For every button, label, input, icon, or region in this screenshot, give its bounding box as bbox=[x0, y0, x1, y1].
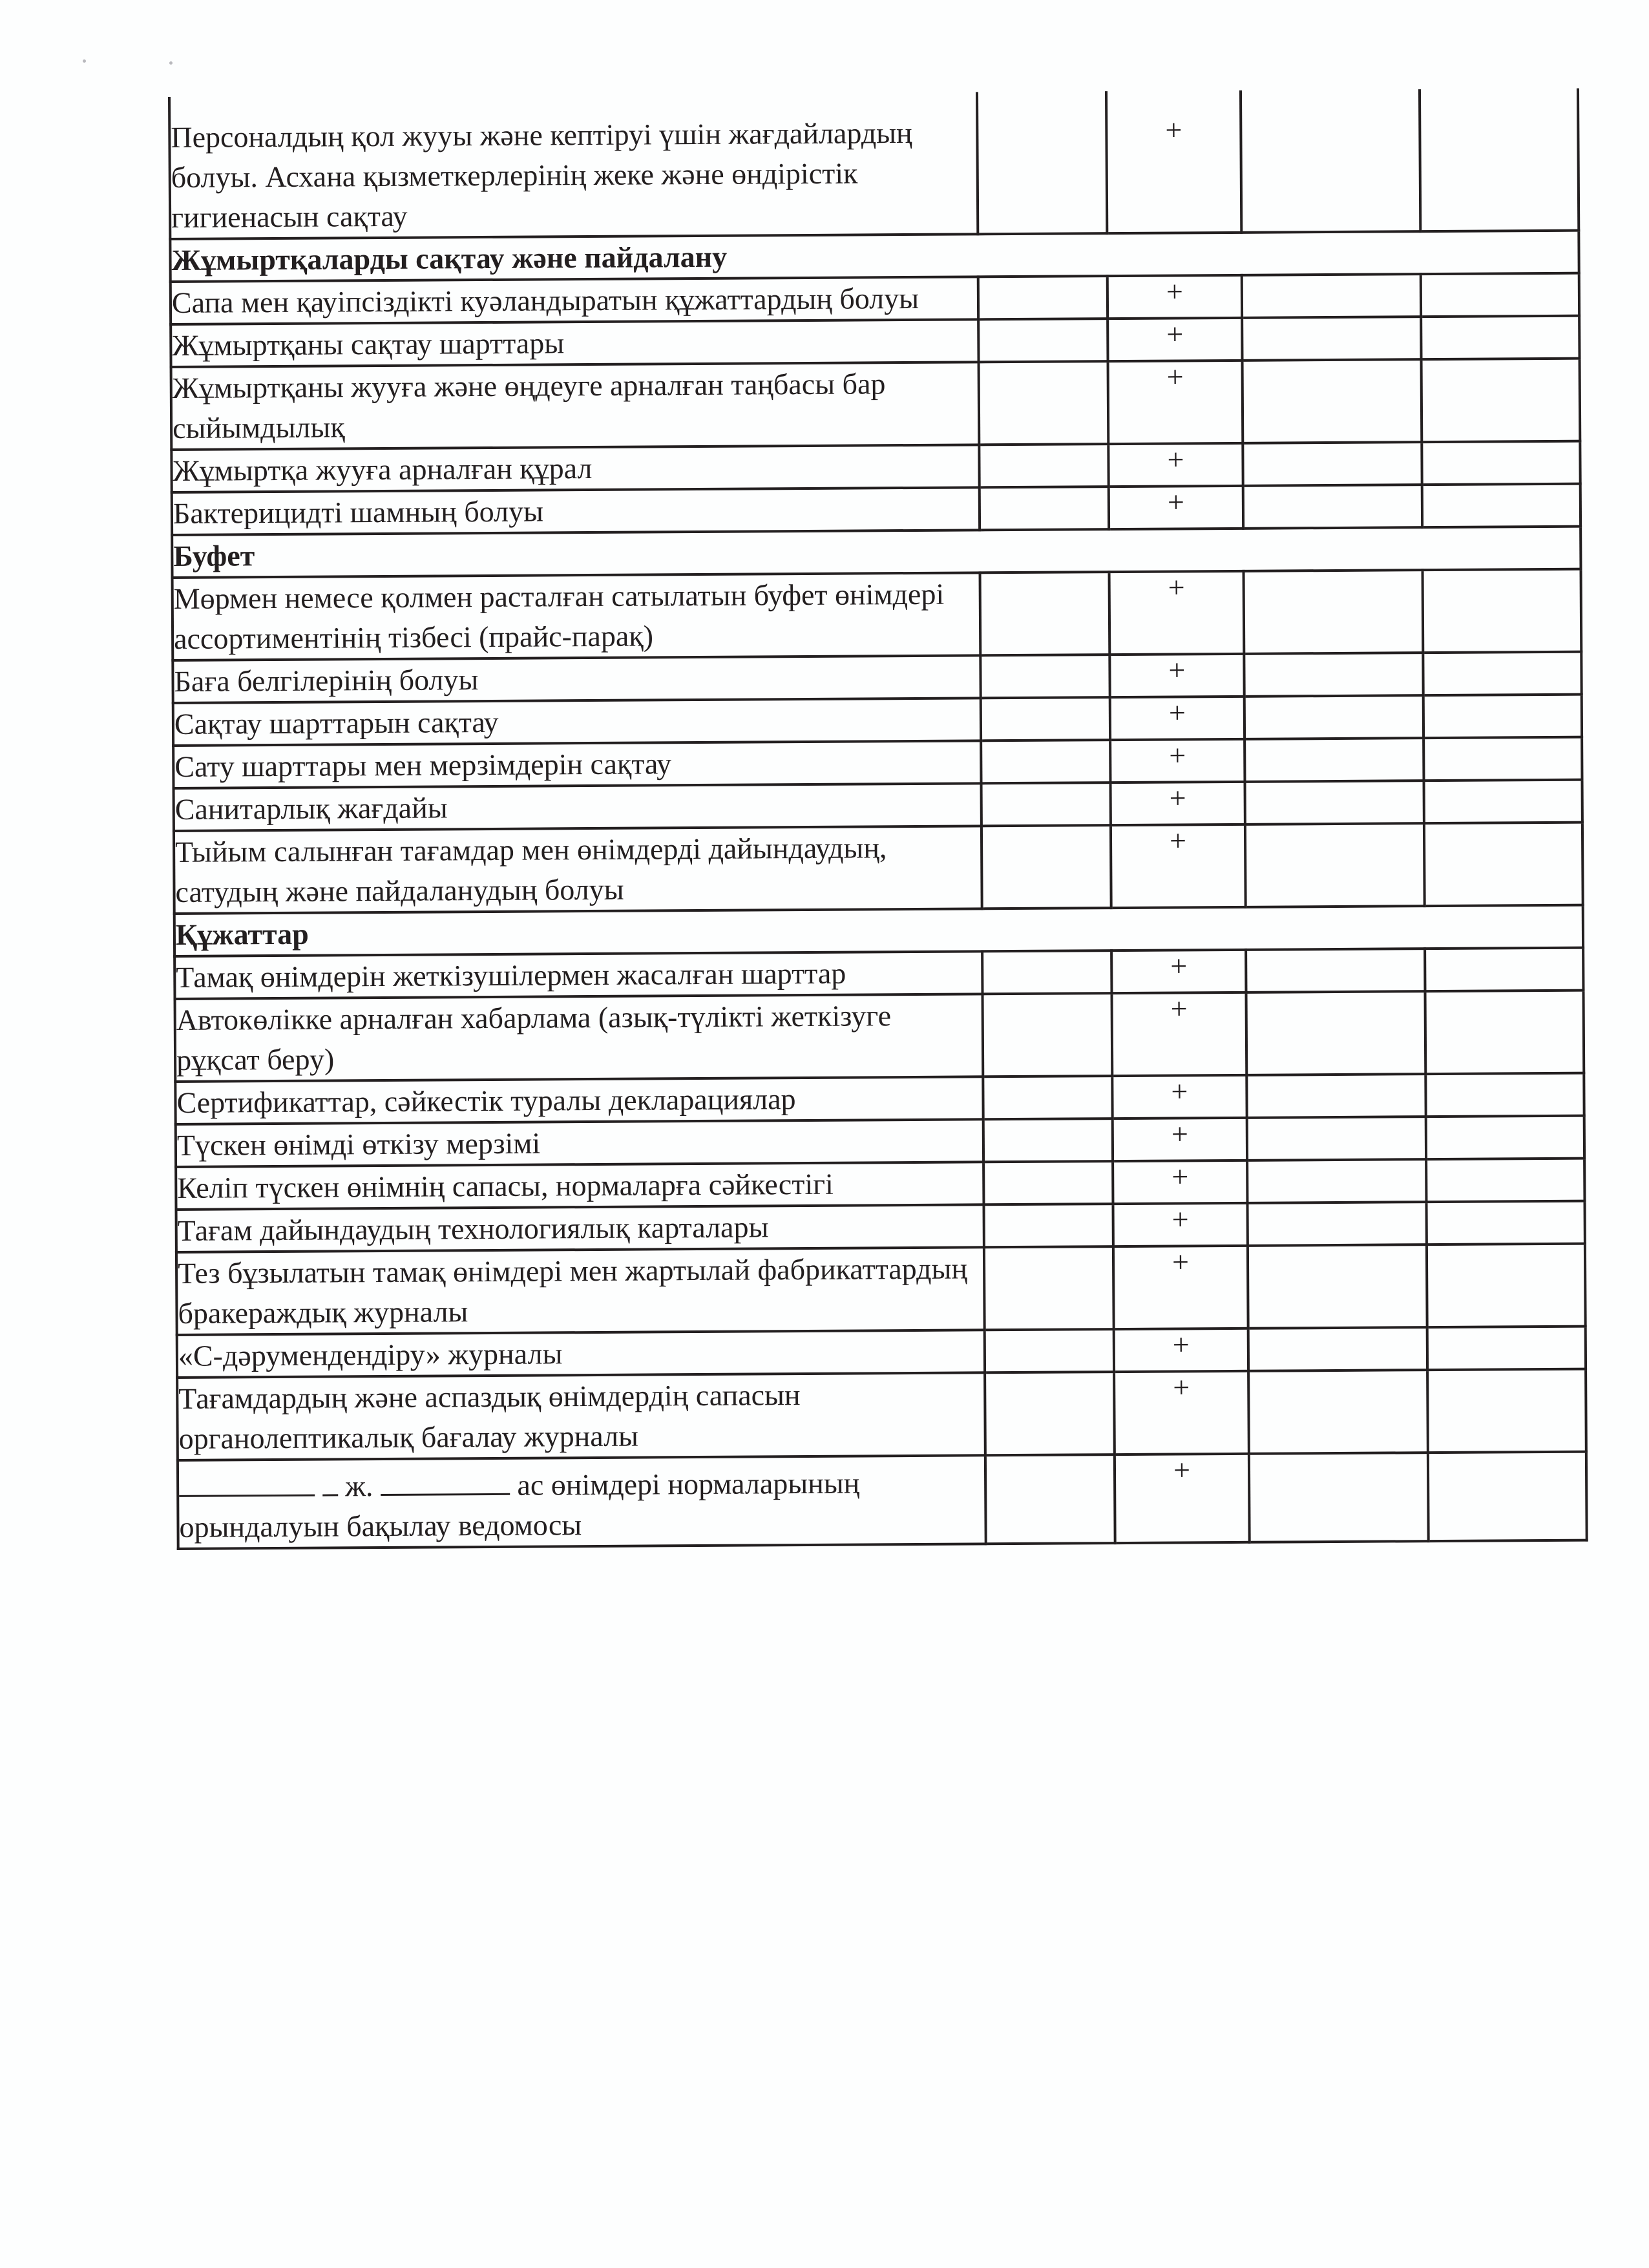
checkmark-plus-cell[interactable]: + bbox=[1115, 1454, 1250, 1543]
requirement-text: Санитарлық жағдайы bbox=[174, 783, 982, 831]
empty-mark-cell[interactable] bbox=[1248, 1370, 1428, 1454]
empty-mark-cell[interactable] bbox=[1420, 89, 1579, 231]
empty-mark-cell[interactable] bbox=[1426, 1116, 1584, 1159]
requirement-text: Мөрмен немесе қолмен расталған сатылатын буфет өнімдері ассортиментінің тізбесі (прайс-парақ) bbox=[173, 572, 981, 660]
checklist-row bbox=[175, 991, 1584, 1082]
requirement-text: Тыйым салынған тағамдар мен өнімдерді дайындаудың, сатудың және пайдаланудың болуы bbox=[174, 826, 982, 914]
empty-mark-cell[interactable] bbox=[983, 1204, 1113, 1247]
requirement-text: «С-дәрумендендіру» журналы bbox=[177, 1330, 985, 1378]
empty-mark-cell[interactable] bbox=[1421, 316, 1579, 359]
empty-mark-cell[interactable] bbox=[1427, 1327, 1586, 1370]
empty-mark-cell[interactable] bbox=[1244, 570, 1423, 654]
empty-mark-cell[interactable] bbox=[1243, 442, 1422, 486]
empty-mark-cell[interactable] bbox=[1422, 441, 1580, 485]
requirement-text: Баға белгілерінің болуы bbox=[173, 655, 980, 703]
requirement-text: Автокөлікке арналған хабарлама (азық-түлікті жеткізуге рұқсат беру) bbox=[175, 994, 983, 1082]
empty-mark-cell[interactable] bbox=[979, 444, 1108, 487]
checklist-row bbox=[177, 1369, 1586, 1460]
requirement-text: Жұмыртқаны сақтау шарттары bbox=[171, 319, 978, 367]
empty-mark-cell[interactable] bbox=[977, 91, 1107, 234]
checkmark-plus-cell[interactable]: + bbox=[1108, 318, 1242, 361]
empty-mark-cell[interactable] bbox=[1425, 991, 1584, 1074]
empty-mark-cell[interactable] bbox=[1422, 359, 1581, 442]
empty-mark-cell[interactable] bbox=[985, 1454, 1115, 1544]
checkmark-plus-cell[interactable]: + bbox=[1113, 1118, 1247, 1161]
requirement-text: Сертификаттар, сәйкестік туралы декларациялар bbox=[175, 1076, 983, 1124]
requirement-text: Түскен өнімді өткізу мерзімі bbox=[176, 1119, 983, 1167]
empty-mark-cell[interactable] bbox=[1246, 949, 1425, 992]
requirement-text: Келіп түскен өнімнің сапасы, нормаларға сәйкестігі bbox=[176, 1162, 983, 1210]
checkmark-plus-cell[interactable]: + bbox=[1110, 697, 1245, 740]
empty-mark-cell[interactable] bbox=[1248, 1244, 1427, 1328]
empty-mark-cell[interactable] bbox=[982, 825, 1111, 908]
requirement-text: Тағам дайындаудың технологиялық карталары bbox=[176, 1204, 984, 1252]
requirement-text-with-blanks bbox=[178, 1455, 986, 1549]
checkmark-plus-cell[interactable]: + bbox=[1109, 654, 1244, 697]
empty-mark-cell[interactable] bbox=[1428, 1452, 1587, 1541]
checklist-row bbox=[169, 89, 1579, 239]
requirement-text: Тамақ өнімдерін жеткізушілермен жасалған шарттар bbox=[174, 951, 982, 999]
empty-mark-cell[interactable] bbox=[981, 740, 1110, 783]
empty-mark-cell[interactable] bbox=[1241, 89, 1420, 233]
checklist-row bbox=[176, 1244, 1586, 1335]
empty-mark-cell[interactable] bbox=[1243, 359, 1422, 443]
empty-mark-cell[interactable] bbox=[983, 1118, 1113, 1162]
year-abbreviation: ж. bbox=[344, 1469, 373, 1503]
empty-mark-cell[interactable] bbox=[983, 1076, 1112, 1119]
requirement-text: Жұмыртқаны жууға және өңдеуге арналған таңбасы бар сыйымдылық bbox=[171, 362, 980, 450]
checkmark-plus-cell[interactable]: + bbox=[1113, 1246, 1248, 1329]
checklist-row bbox=[173, 569, 1582, 660]
empty-mark-cell[interactable] bbox=[1427, 1369, 1586, 1453]
checklist-body bbox=[169, 89, 1587, 1549]
empty-mark-cell[interactable] bbox=[1249, 1453, 1429, 1542]
empty-mark-cell[interactable] bbox=[985, 1329, 1114, 1372]
checklist-row-norms-statement bbox=[178, 1452, 1587, 1549]
empty-mark-cell[interactable] bbox=[1245, 823, 1425, 907]
empty-mark-cell[interactable] bbox=[1244, 653, 1423, 697]
norms-statement-text: ас өнімдері нормаларының орындалуын бақылау ведомосы bbox=[179, 1466, 860, 1544]
checklist-row bbox=[174, 823, 1583, 914]
empty-mark-cell[interactable] bbox=[1242, 317, 1421, 361]
year-blank-field[interactable] bbox=[179, 1461, 315, 1497]
requirement-text: Сату шарттары мен мерзімдерін сақтау bbox=[173, 740, 981, 788]
checkmark-plus-cell[interactable]: + bbox=[1112, 1075, 1246, 1118]
checkmark-plus-cell[interactable]: + bbox=[1113, 1203, 1247, 1246]
empty-mark-cell[interactable] bbox=[1425, 1073, 1584, 1117]
empty-mark-cell[interactable] bbox=[1245, 695, 1423, 739]
empty-mark-cell[interactable] bbox=[1424, 823, 1583, 906]
empty-mark-cell[interactable] bbox=[1242, 274, 1421, 318]
year-suffix-blank-field[interactable] bbox=[322, 1460, 337, 1496]
checkmark-plus-cell[interactable]: + bbox=[1109, 486, 1243, 529]
empty-mark-cell[interactable] bbox=[985, 1372, 1115, 1455]
requirement-text: Сапа мен қауіпсіздікті куәландыратын құжаттардың болуы bbox=[171, 277, 978, 324]
empty-mark-cell[interactable] bbox=[978, 276, 1108, 319]
checkmark-plus-cell[interactable]: + bbox=[1108, 275, 1242, 319]
empty-mark-cell[interactable] bbox=[1247, 1202, 1426, 1246]
empty-mark-cell[interactable] bbox=[984, 1246, 1114, 1330]
empty-mark-cell[interactable] bbox=[1426, 1159, 1584, 1202]
requirement-text: Бактерицидті шамның болуы bbox=[172, 487, 980, 535]
scan-speck bbox=[169, 61, 173, 65]
empty-mark-cell[interactable] bbox=[1247, 1117, 1426, 1160]
empty-mark-cell[interactable] bbox=[1248, 1327, 1427, 1371]
empty-mark-cell[interactable] bbox=[1247, 1159, 1426, 1203]
empty-mark-cell[interactable] bbox=[978, 319, 1108, 362]
empty-mark-cell[interactable] bbox=[1423, 695, 1582, 738]
section-title: Құжаттар bbox=[174, 905, 1583, 956]
checkmark-plus-cell[interactable]: + bbox=[1113, 1160, 1247, 1204]
checkmark-plus-cell[interactable]: + bbox=[1114, 1371, 1249, 1454]
checkmark-plus-cell[interactable]: + bbox=[1110, 739, 1245, 782]
checkmark-plus-cell[interactable]: + bbox=[1111, 824, 1246, 908]
inspection-checklist-table bbox=[168, 89, 1588, 1550]
empty-mark-cell[interactable] bbox=[982, 782, 1111, 826]
empty-mark-cell[interactable] bbox=[1421, 273, 1579, 317]
empty-mark-cell[interactable] bbox=[1425, 948, 1583, 991]
empty-mark-cell[interactable] bbox=[981, 697, 1110, 740]
requirement-text: Тез бұзылатын тамақ өнімдері мен жартылай фабрикаттардың бракераждық журналы bbox=[176, 1247, 985, 1335]
checklist-row bbox=[171, 359, 1581, 450]
empty-mark-cell[interactable] bbox=[1424, 780, 1582, 823]
empty-mark-cell[interactable] bbox=[980, 487, 1109, 530]
empty-mark-cell[interactable] bbox=[1423, 737, 1582, 781]
empty-mark-cell[interactable] bbox=[1423, 652, 1581, 695]
empty-mark-cell[interactable] bbox=[983, 1161, 1113, 1204]
checkmark-plus-cell[interactable]: + bbox=[1111, 950, 1246, 993]
empty-mark-cell[interactable] bbox=[980, 572, 1110, 655]
checkmark-plus-cell[interactable]: + bbox=[1114, 1328, 1248, 1372]
empty-mark-cell[interactable] bbox=[1423, 569, 1582, 653]
empty-mark-cell[interactable] bbox=[1245, 738, 1423, 782]
checkmark-plus-cell[interactable]: + bbox=[1106, 90, 1241, 233]
empty-mark-cell[interactable] bbox=[979, 361, 1109, 445]
section-title: Жұмыртқаларды сақтау және пайдалану bbox=[170, 231, 1579, 282]
checkmark-plus-cell[interactable]: + bbox=[1111, 782, 1245, 825]
empty-mark-cell[interactable] bbox=[1246, 1074, 1425, 1118]
checkmark-plus-cell[interactable]: + bbox=[1108, 361, 1243, 444]
requirement-text: Жұмыртқа жууға арналған құрал bbox=[171, 445, 979, 492]
checkmark-plus-cell[interactable]: + bbox=[1108, 443, 1243, 487]
empty-mark-cell[interactable] bbox=[1243, 485, 1422, 529]
empty-mark-cell[interactable] bbox=[1422, 484, 1581, 527]
empty-mark-cell[interactable] bbox=[982, 950, 1111, 994]
checkmark-plus-cell[interactable]: + bbox=[1112, 992, 1247, 1076]
empty-mark-cell[interactable] bbox=[1427, 1244, 1586, 1327]
requirement-text: Сақтау шарттарын сақтау bbox=[173, 698, 981, 746]
period-blank-field[interactable] bbox=[381, 1460, 510, 1496]
empty-mark-cell[interactable] bbox=[1246, 991, 1425, 1075]
empty-mark-cell[interactable] bbox=[983, 993, 1113, 1076]
checkmark-plus-cell[interactable]: + bbox=[1109, 571, 1245, 655]
section-title: Буфет bbox=[172, 527, 1581, 578]
empty-mark-cell[interactable] bbox=[980, 655, 1109, 698]
empty-mark-cell[interactable] bbox=[1426, 1201, 1584, 1244]
requirement-text: Тағамдардың және аспаздық өнімдердің сапасын органолептикалық бағалау журналы bbox=[177, 1372, 985, 1460]
requirement-text: Персоналдың қол жууы және кептіруі үшін жағдайлардың болуы. Асхана қызметкерлерінің жеке және өндірістік гигиенасын сақтау bbox=[169, 92, 978, 239]
empty-mark-cell[interactable] bbox=[1245, 781, 1424, 824]
scan-speck bbox=[83, 59, 86, 63]
